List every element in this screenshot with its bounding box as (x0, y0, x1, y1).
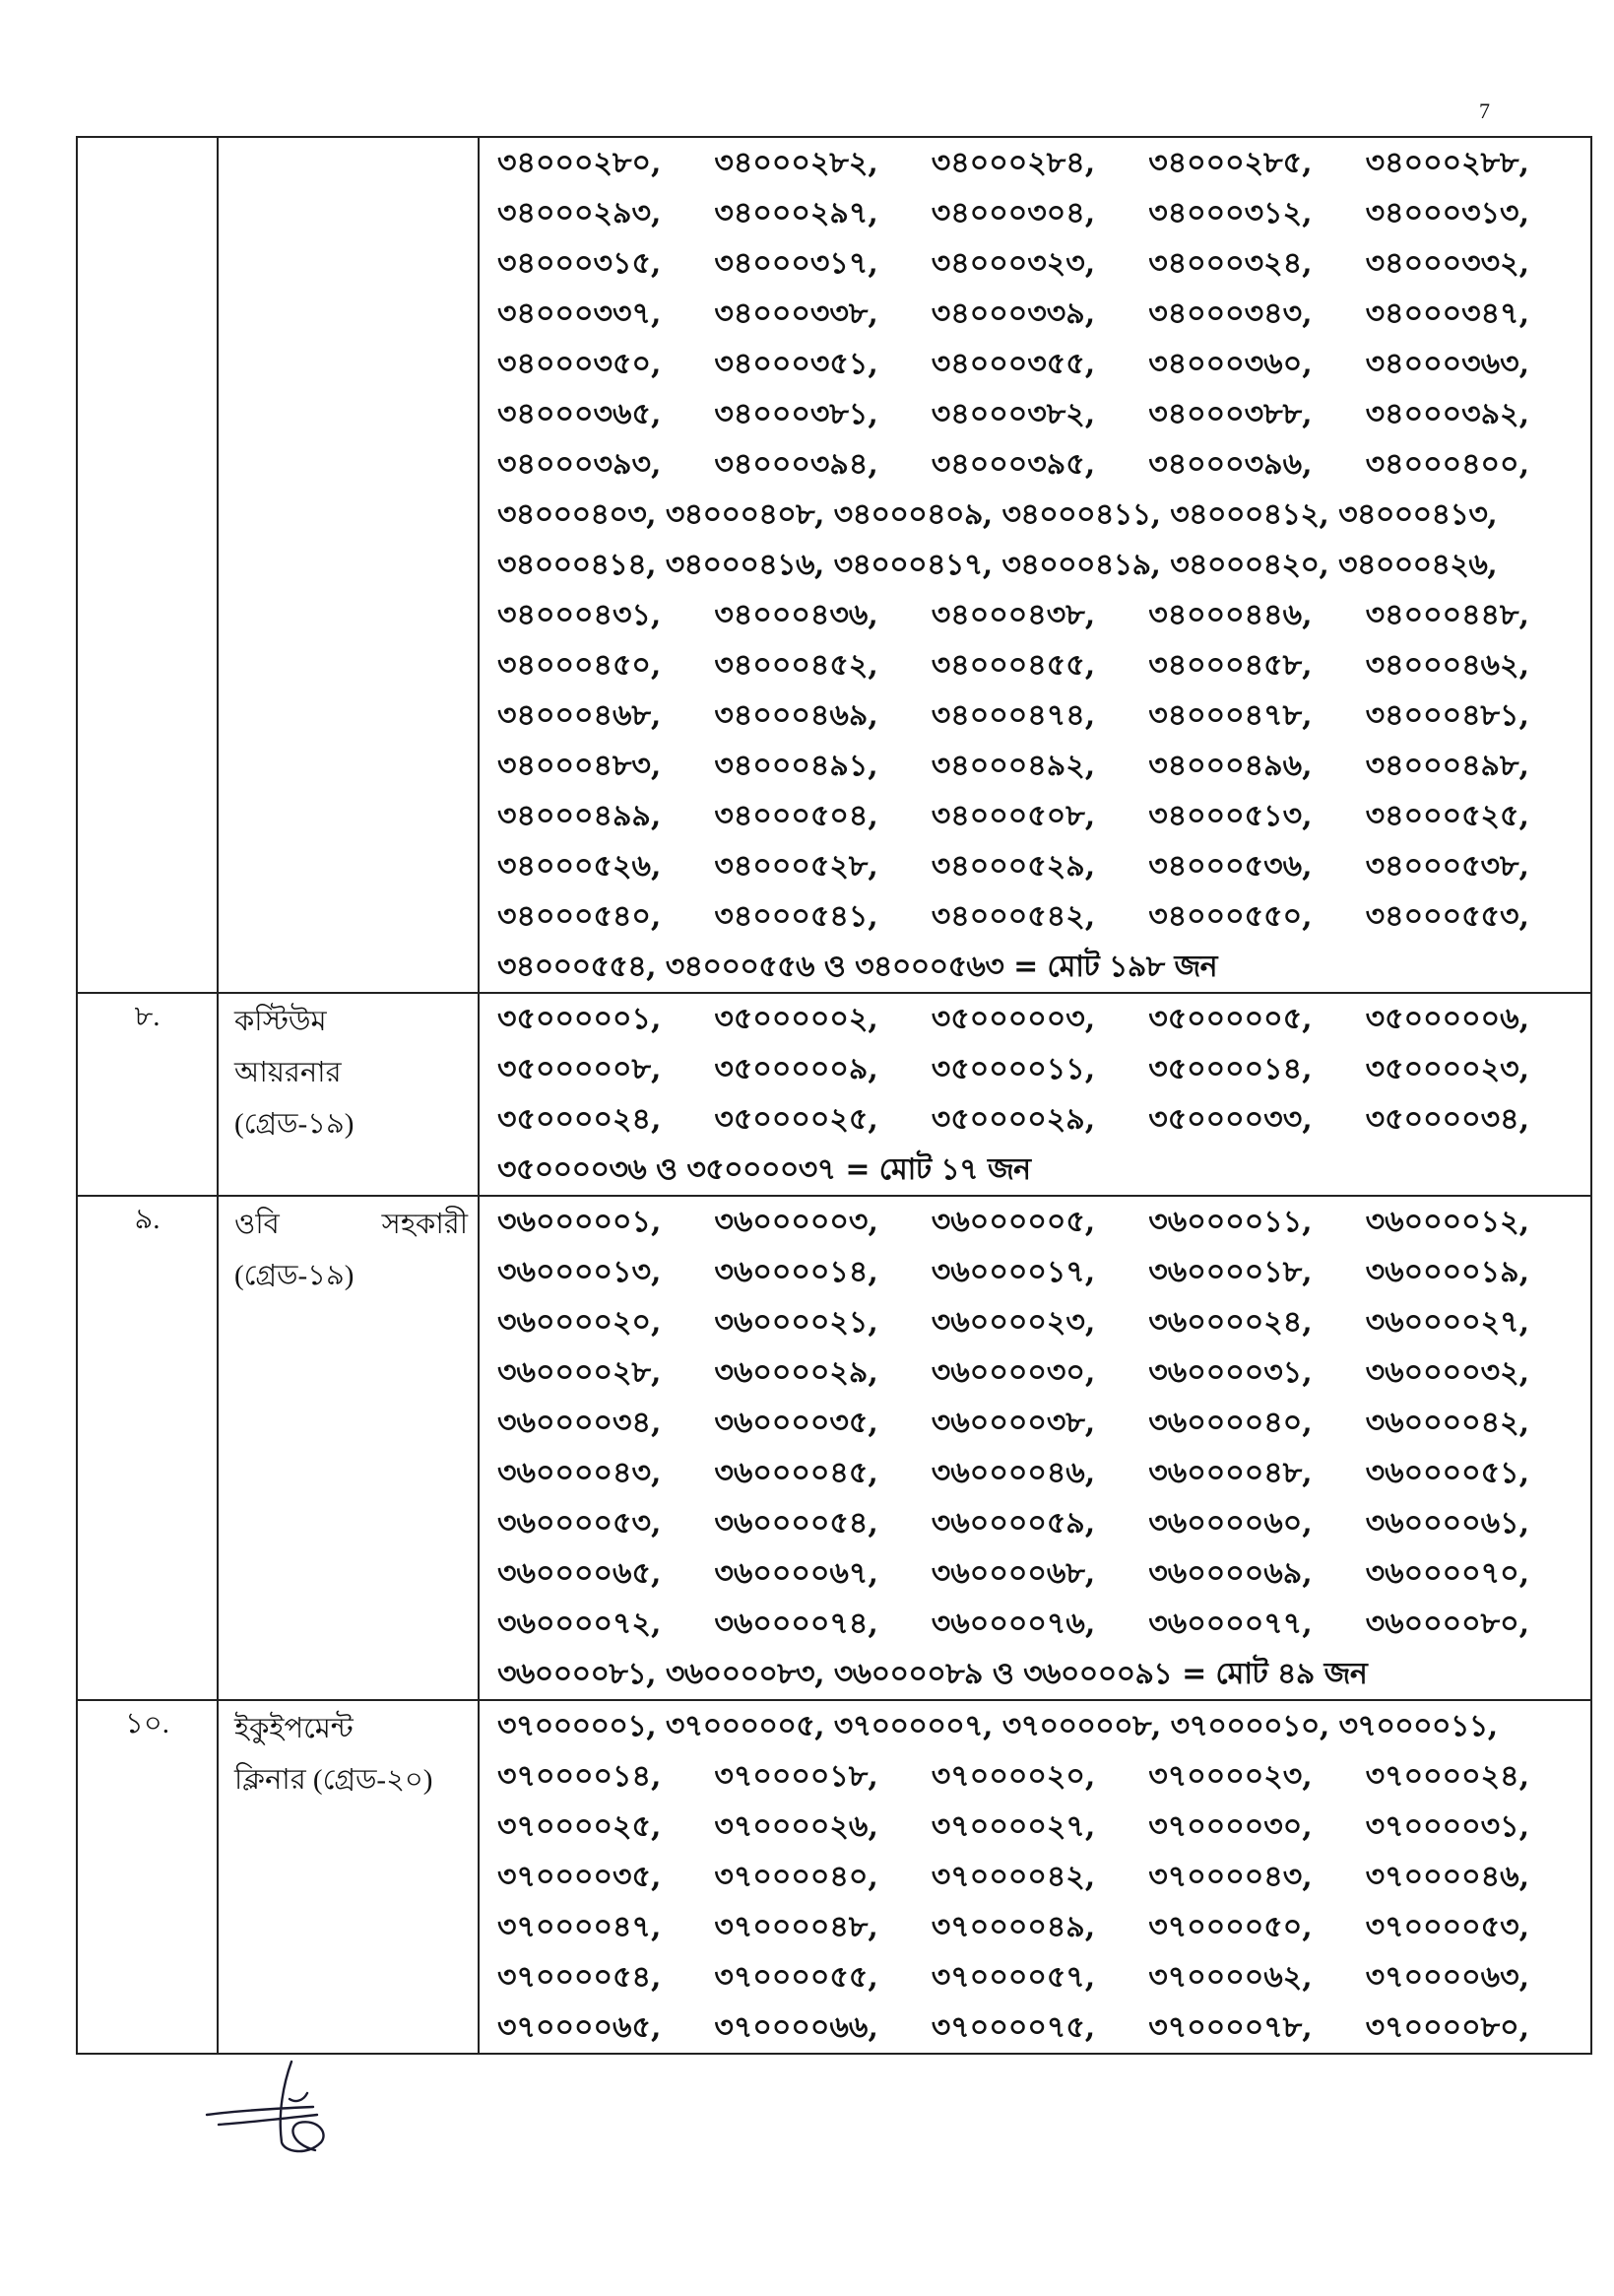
roll-line: ৩৪০০০৪০৩, ৩৪০০০৪০৮, ৩৪০০০৪০৯, ৩৪০০০৪১১, ৩৪০০০৪১২, ৩৪০০০৪১৩, (497, 497, 1498, 532)
roll-number: ৩৪০০০৪৫২, (714, 648, 878, 683)
roll-number: ৩৫০০০০০৯, (714, 1052, 878, 1086)
roll-line (497, 1197, 1582, 1247)
roll-line (497, 1094, 1582, 1145)
table-row (77, 993, 1591, 1196)
roll-number: ৩৫০০০০৩৩, (1148, 1102, 1313, 1137)
roll-number: ৩৬০০০০১২, (1365, 1205, 1530, 1239)
roll-number: ৩৬০০০০৭৬, (931, 1607, 1096, 1641)
roll-number: ৩৪০০০৪৫৮, (1148, 648, 1313, 683)
roll-number: ৩৪০০০৫৪১, (714, 899, 878, 934)
roll-number: ৩৪০০০৫০৪, (714, 799, 878, 833)
roll-number: ৩৪০০০৩১২, (1148, 196, 1313, 230)
roll-number: ৩৬০০০০১৩, (497, 1255, 662, 1289)
roll-number: ৩৫০০০০৩৪, (1365, 1102, 1530, 1137)
roll-number: ৩৭০০০০৪২, (931, 1860, 1096, 1894)
roll-number: ৩৪০০০৩৮২, (931, 397, 1096, 431)
roll-number: ৩৬০০০০০১, (497, 1205, 662, 1239)
roll-total-line: ৩৫০০০০৩৬ ও ৩৫০০০০৩৭ = মোট ১৭ জন (497, 1152, 1031, 1187)
roll-number: ৩৭০০০০৩০, (1148, 1809, 1313, 1844)
roll-number: ৩৬০০০০৬৭, (714, 1556, 878, 1591)
roll-number: ৩৬০০০০২৯, (714, 1355, 878, 1390)
roll-number: ৩৪০০০৫৩৮, (1365, 849, 1529, 884)
roll-number: ৩৪০০০৫৩৬, (1148, 849, 1313, 884)
roll-number: ৩৬০০০০৪০, (1148, 1406, 1313, 1440)
roll-number: ৩৪০০০৩২৪, (1148, 246, 1313, 281)
roll-line (497, 1751, 1582, 1802)
roll-numbers-cell (479, 1700, 1591, 2054)
roll-line (497, 994, 1582, 1044)
roll-line (497, 1852, 1582, 1902)
roll-number: ৩৪০০০৫১৩, (1148, 799, 1313, 833)
post-name-line: (গ্রেড-১৯) (234, 1260, 355, 1291)
roll-number: ৩৬০০০০২০, (497, 1305, 662, 1340)
roll-number: ৩৫০০০০২৫, (714, 1102, 878, 1137)
post-name-line: আয়রনার (234, 1057, 342, 1088)
roll-number: ৩৬০০০০৫৯, (931, 1506, 1096, 1541)
roll-line (497, 1548, 1582, 1599)
table-row (77, 1700, 1591, 2054)
roll-line (497, 1247, 1582, 1297)
roll-number: ৩৬০০০০৩৮, (931, 1406, 1096, 1440)
roll-number: ৩৬০০০০১১, (1148, 1205, 1313, 1239)
roll-number: ৩৬০০০০৫১, (1365, 1456, 1530, 1490)
roll-number: ৩৪০০০৫২৮, (714, 849, 878, 884)
roll-line (497, 188, 1582, 238)
roll-number: ৩৪০০০৪৬৮, (497, 698, 662, 733)
roll-number: ৩৪০০০৪৯৬, (1148, 749, 1313, 783)
roll-numbers-cell (479, 137, 1591, 993)
roll-number: ৩৫০০০০০৩, (931, 1002, 1096, 1036)
roll-number: ৩৪০০০৪৩১, (497, 598, 662, 632)
roll-number: ৩৭০০০০৪৭, (497, 1910, 662, 1944)
roll-number: ৩৪০০০৪৪৮, (1365, 598, 1529, 632)
roll-number: ৩৬০০০০৪৩, (497, 1456, 662, 1490)
roll-number: ৩৬০০০০৭২, (497, 1607, 662, 1641)
roll-number: ৩৪০০০২৮০, (497, 146, 662, 180)
page-number: 7 (1479, 98, 1490, 123)
roll-number: ৩৫০০০০০২, (714, 1002, 878, 1036)
roll-line (497, 1498, 1582, 1548)
roll-number: ৩৭০০০০১৪, (497, 1759, 662, 1794)
roll-number: ৩৬০০০০৫৩, (497, 1506, 662, 1541)
post-name-cell (218, 1700, 479, 2054)
result-table (76, 136, 1592, 2055)
roll-number: ৩৬০০০০৩৪, (497, 1406, 662, 1440)
roll-line (497, 891, 1582, 942)
roll-number: ৩৬০০০০২৪, (1148, 1305, 1313, 1340)
roll-number: ৩৬০০০০৬৮, (931, 1556, 1096, 1591)
roll-number: ৩৬০০০০৬৫, (497, 1556, 662, 1591)
roll-line (497, 1952, 1582, 2002)
roll-number: ৩৬০০০০১৭, (931, 1255, 1096, 1289)
roll-line (497, 1297, 1582, 1347)
roll-number: ৩৭০০০০২০, (931, 1759, 1096, 1794)
roll-line (497, 1902, 1582, 1952)
roll-number: ৩৫০০০০২৩, (1365, 1052, 1530, 1086)
roll-number: ৩৪০০০৪৯২, (931, 749, 1096, 783)
roll-number: ৩৪০০০৪৪৬, (1148, 598, 1313, 632)
roll-number: ৩৬০০০০১৮, (1148, 1255, 1313, 1289)
roll-number: ৩৬০০০০৬১, (1365, 1506, 1530, 1541)
roll-number: ৩৫০০০০০৬, (1365, 1002, 1530, 1036)
roll-number: ৩৭০০০০৪৩, (1148, 1860, 1313, 1894)
roll-line (497, 1398, 1582, 1448)
roll-number: ৩৬০০০০৪২, (1365, 1406, 1530, 1440)
roll-number: ৩৪০০০৩৬০, (1148, 347, 1313, 381)
roll-number: ৩৪০০০২৮৪, (931, 146, 1096, 180)
roll-line (497, 1044, 1582, 1094)
roll-number: ৩৪০০০৫২৫, (1365, 799, 1529, 833)
roll-number: ৩৬০০০০৩০, (931, 1355, 1096, 1390)
roll-number: ৩৭০০০০৬২, (1148, 1960, 1313, 1995)
post-name-line: ইকুইপমেন্ট (234, 1713, 354, 1744)
roll-number: ৩৫০০০০১১, (931, 1052, 1096, 1086)
roll-number: ৩৬০০০০৩২, (1365, 1355, 1530, 1390)
roll-number: ৩৪০০০৪৯১, (714, 749, 878, 783)
roll-line (497, 1347, 1582, 1398)
table-row (77, 1196, 1591, 1700)
roll-line (497, 339, 1582, 389)
roll-number: ৩৫০০০০০৮, (497, 1052, 662, 1086)
roll-number: ৩৪০০০৪৯৮, (1365, 749, 1529, 783)
roll-number: ৩৬০০০০৩১, (1148, 1355, 1313, 1390)
roll-line (497, 841, 1582, 891)
roll-number: ৩৬০০০০২৭, (1365, 1305, 1530, 1340)
table-row (77, 137, 1591, 993)
roll-number: ৩৪০০০৩৮১, (714, 397, 878, 431)
roll-number: ৩৪০০০৩৯৩, (497, 447, 662, 482)
roll-number: ৩৪০০০৩০৪, (931, 196, 1096, 230)
serial-cell: ৮. (77, 993, 218, 1196)
roll-line (497, 138, 1582, 188)
roll-number: ৩৭০০০০৫৩, (1365, 1910, 1530, 1944)
roll-number: ৩৪০০০২৮২, (714, 146, 878, 180)
roll-number: ৩৪০০০২৯৩, (497, 196, 662, 230)
roll-numbers-cell (479, 993, 1591, 1196)
roll-number: ৩৬০০০০২৩, (931, 1305, 1096, 1340)
roll-number: ৩৪০০০২৮৫, (1148, 146, 1313, 180)
roll-line: ৩৪০০০৪১৪, ৩৪০০০৪১৬, ৩৪০০০৪১৭, ৩৪০০০৪১৯, ৩৪০০০৪২০, ৩৪০০০৪২৬, (497, 548, 1498, 582)
roll-number: ৩৪০০০২৯৭, (714, 196, 878, 230)
roll-number: ৩৪০০০৩৫০, (497, 347, 662, 381)
roll-number: ৩৫০০০০০১, (497, 1002, 662, 1036)
roll-number: ৩৪০০০৩৫১, (714, 347, 878, 381)
roll-number: ৩৫০০০০১৪, (1148, 1052, 1313, 1086)
roll-number: ৩৭০০০০২৪, (1365, 1759, 1530, 1794)
roll-number: ৩৬০০০০৬৯, (1148, 1556, 1313, 1591)
roll-number: ৩৭০০০০৬৩, (1365, 1960, 1530, 1995)
serial-cell (77, 137, 218, 993)
roll-numbers-cell (479, 1196, 1591, 1700)
roll-number: ৩৪০০০৫৫৩, (1365, 899, 1529, 934)
roll-number: ৩৭০০০০৬৫, (497, 2010, 662, 2045)
roll-number: ৩৪০০০৫০৮, (931, 799, 1096, 833)
roll-number: ৩৬০০০০৩৫, (714, 1406, 878, 1440)
roll-number: ৩৭০০০০৫৫, (714, 1960, 878, 1995)
roll-number: ৩৪০০০৩৬৩, (1365, 347, 1530, 381)
roll-number: ৩৪০০০৪৮৩, (497, 749, 662, 783)
roll-number: ৩৭০০০০৪৮, (714, 1910, 878, 1944)
roll-number: ৩৪০০০৩১৭, (714, 246, 878, 281)
roll-total-line: ৩৬০০০০৮১, ৩৬০০০০৮৩, ৩৬০০০০৮৯ ও ৩৬০০০০৯১ = মোট ৪৯ জন (497, 1657, 1368, 1691)
roll-line (497, 1448, 1582, 1498)
roll-number: ৩৭০০০০৭৫, (931, 2010, 1096, 2045)
post-name-cell (218, 1196, 479, 1700)
roll-number: ৩৪০০০৫২৯, (931, 849, 1096, 884)
roll-number: ৩৭০০০০১৮, (714, 1759, 878, 1794)
roll-line (497, 2002, 1582, 2053)
roll-number: ৩৪০০০৩৬৫, (497, 397, 662, 431)
signature-image (197, 2054, 364, 2162)
roll-number: ৩৬০০০০১৪, (714, 1255, 878, 1289)
roll-number: ৩৪০০০৪৯৯, (497, 799, 662, 833)
roll-number: ৩৪০০০৩৩৭, (497, 296, 662, 331)
roll-number: ৩৬০০০০৪৬, (931, 1456, 1096, 1490)
roll-line (497, 590, 1582, 640)
roll-number: ৩৬০০০০৪৮, (1148, 1456, 1313, 1490)
roll-number: ৩৫০০০০২৯, (931, 1102, 1096, 1137)
roll-number: ৩৭০০০০৮০, (1365, 2010, 1530, 2045)
roll-number: ৩৪০০০৩১৫, (497, 246, 662, 281)
post-name-line: ওবি সহকারী (234, 1209, 468, 1240)
roll-number: ৩৭০০০০৬৬, (714, 2010, 878, 2045)
roll-line: ৩৭০০০০০১, ৩৭০০০০০৫, ৩৭০০০০০৭, ৩৭০০০০০৮, ৩৭০০০০১০, ৩৭০০০০১১, (497, 1709, 1498, 1743)
roll-number: ৩৪০০০৪৩৬, (714, 598, 878, 632)
roll-line (497, 389, 1582, 439)
roll-number: ৩৬০০০০২৮, (497, 1355, 662, 1390)
roll-number: ৩৭০০০০২৬, (714, 1809, 878, 1844)
roll-number: ৩৪০০০৫৪২, (931, 899, 1096, 934)
roll-number: ৩৭০০০০৩১, (1365, 1809, 1530, 1844)
roll-number: ৩৪০০০৪৬২, (1365, 648, 1530, 683)
roll-number: ৩৬০০০০১৯, (1365, 1255, 1530, 1289)
post-name-line: (গ্রেড-১৯) (234, 1108, 355, 1140)
roll-number: ৩৪০০০৪৬৯, (714, 698, 878, 733)
roll-number: ৩৭০০০০২৩, (1148, 1759, 1313, 1794)
roll-number: ৩৪০০০৩৯২, (1365, 397, 1530, 431)
roll-number: ৩৭০০০০৭৮, (1148, 2010, 1313, 2045)
roll-number: ৩৭০০০০২৫, (497, 1809, 662, 1844)
roll-number: ৩৬০০০০৭০, (1365, 1556, 1530, 1591)
roll-number: ৩৬০০০০৮০, (1365, 1607, 1530, 1641)
serial-cell: ১০. (77, 1700, 218, 2054)
post-name-line: ক্লিনার (গ্রেড-২০) (234, 1764, 433, 1796)
roll-number: ৩৬০০০০৭৪, (714, 1607, 878, 1641)
roll-number: ৩৪০০০৩৪৩, (1148, 296, 1313, 331)
roll-number: ৩৪০০০৩৯৬, (1148, 447, 1313, 482)
roll-number: ৩৭০০০০৩৫, (497, 1860, 662, 1894)
roll-number: ৩৪০০০৩৪৭, (1365, 296, 1530, 331)
post-name-cell (218, 993, 479, 1196)
roll-number: ৩৪০০০৩৯৫, (931, 447, 1096, 482)
roll-number: ৩৪০০০২৮৮, (1365, 146, 1529, 180)
roll-number: ৩৬০০০০৬০, (1148, 1506, 1313, 1541)
roll-number: ৩৪০০০৫৪০, (497, 899, 662, 934)
roll-number: ৩৪০০০৩৩২, (1365, 246, 1530, 281)
roll-number: ৩৭০০০০৪৯, (931, 1910, 1096, 1944)
roll-number: ৩৭০০০০৫৭, (931, 1960, 1096, 1995)
roll-number: ৩৪০০০৩৩৮, (714, 296, 878, 331)
roll-number: ৩৪০০০৫৫০, (1148, 899, 1313, 934)
roll-number: ৩৪০০০৩২৩, (931, 246, 1096, 281)
roll-line (497, 238, 1582, 289)
roll-line (497, 741, 1582, 791)
roll-number: ৩৪০০০৩৮৮, (1148, 397, 1313, 431)
post-name-cell (218, 137, 479, 993)
roll-line (497, 1802, 1582, 1852)
roll-number: ৩৫০০০০০৫, (1148, 1002, 1313, 1036)
roll-number: ৩৪০০০৩৯৪, (714, 447, 878, 482)
roll-total-line: ৩৪০০০৫৫৪, ৩৪০০০৫৫৬ ও ৩৪০০০৫৬৩ = মোট ১৯৮ জন (497, 950, 1217, 984)
roll-number: ৩৭০০০০৫০, (1148, 1910, 1313, 1944)
roll-number: ৩৪০০০৪৫৫, (931, 648, 1096, 683)
roll-number: ৩৪০০০৪০০, (1365, 447, 1530, 482)
roll-number: ৩৪০০০৪৭৪, (931, 698, 1096, 733)
roll-number: ৩৬০০০০২১, (714, 1305, 878, 1340)
roll-number: ৩৭০০০০৪০, (714, 1860, 878, 1894)
roll-number: ৩৬০০০০৪৫, (714, 1456, 878, 1490)
roll-line (497, 1599, 1582, 1649)
roll-line (497, 791, 1582, 841)
roll-number: ৩৪০০০৪৮১, (1365, 698, 1529, 733)
roll-number: ৩৪০০০৪৩৮, (931, 598, 1096, 632)
roll-number: ৩৭০০০০২৭, (931, 1809, 1096, 1844)
roll-number: ৩৪০০০৩৩৯, (931, 296, 1096, 331)
roll-number: ৩৪০০০৫২৬, (497, 849, 662, 884)
roll-number: ৩৪০০০৩১৩, (1365, 196, 1530, 230)
post-name-line: কস্টিউম (234, 1006, 327, 1037)
roll-line (497, 690, 1582, 741)
serial-cell: ৯. (77, 1196, 218, 1700)
roll-number: ৩৬০০০০৭৭, (1148, 1607, 1313, 1641)
roll-number: ৩৫০০০০২৪, (497, 1102, 662, 1137)
roll-number: ৩৪০০০৪৭৮, (1148, 698, 1313, 733)
roll-number: ৩৪০০০৪৫০, (497, 648, 662, 683)
roll-number: ৩৪০০০৩৫৫, (931, 347, 1096, 381)
roll-number: ৩৬০০০০৫৪, (714, 1506, 878, 1541)
roll-number: ৩৭০০০০৪৬, (1365, 1860, 1530, 1894)
roll-number: ৩৬০০০০০৩, (714, 1205, 878, 1239)
roll-number: ৩৬০০০০০৫, (931, 1205, 1096, 1239)
roll-line (497, 640, 1582, 690)
result-table-body (77, 137, 1591, 2054)
roll-number: ৩৭০০০০৫৪, (497, 1960, 662, 1995)
roll-line (497, 439, 1582, 490)
roll-line (497, 289, 1582, 339)
